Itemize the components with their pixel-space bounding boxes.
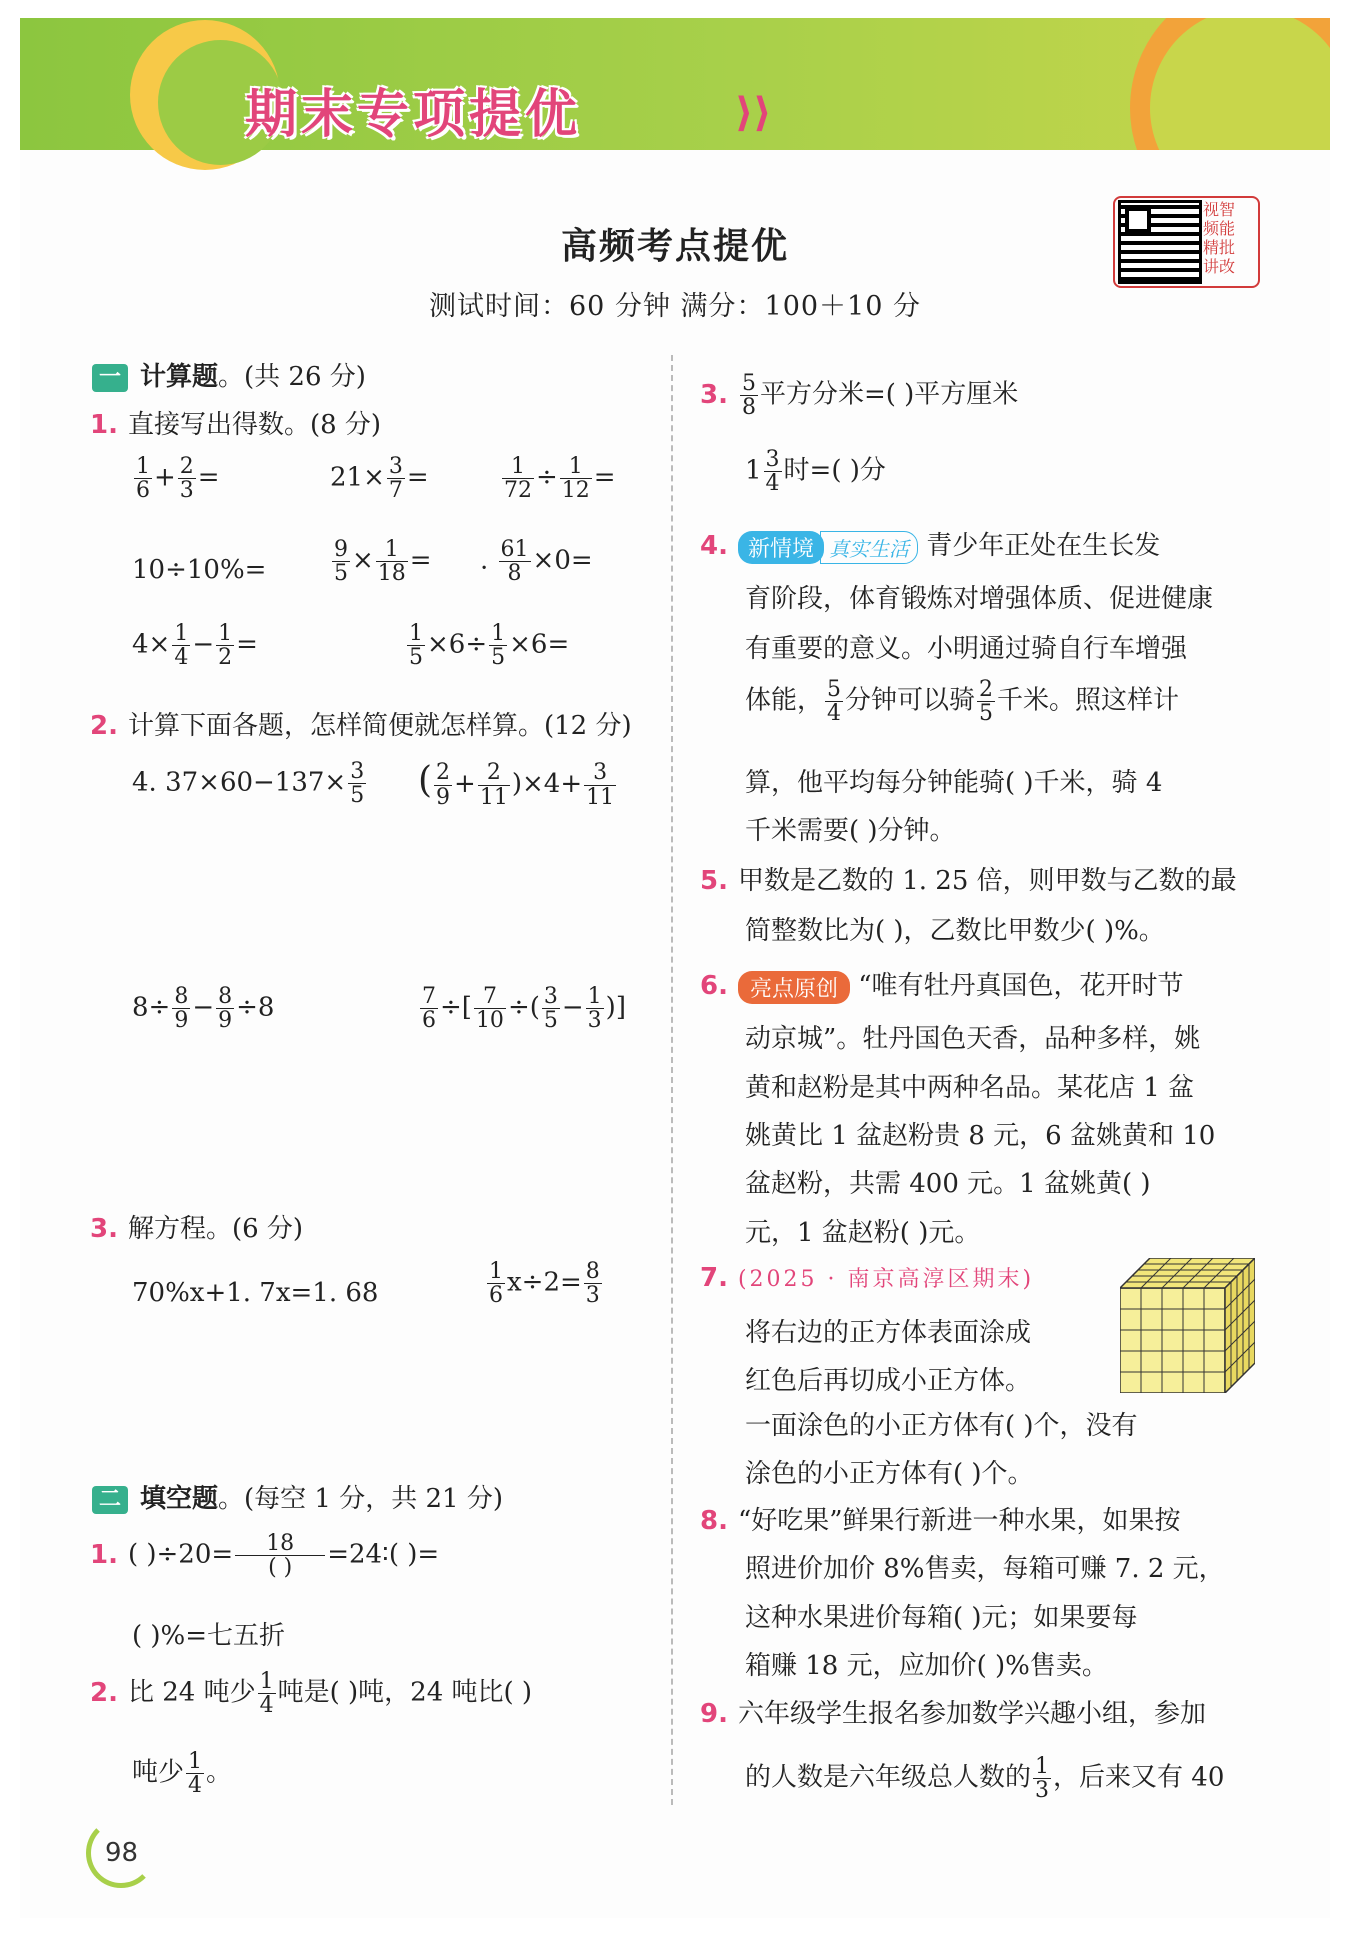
text-line: 箱赚 18 元，应加价( )%售卖。 (745, 1651, 1108, 1681)
banner-decoration (1150, 18, 1330, 150)
text-line: 红色后再切成小正方体。 (745, 1366, 1032, 1396)
text-line: 姚黄比 1 盆赵粉贵 8 元，6 盆姚黄和 10 (745, 1121, 1216, 1151)
calc-item: 21× $\frac{3}{7}$ = (330, 454, 429, 504)
text-line: 育阶段，体育锻炼对增强体质、促进健康 (745, 584, 1214, 614)
text-line: 的人数是六年级总人数的 $\frac{1}{3}$ ，后来又有 40 (745, 1754, 1225, 1804)
question-2: 2. 计算下面各题，怎样简便就怎样算。(12 分) (90, 711, 632, 741)
fill-question-5: 5. 甲数是乙数的 1. 25 倍，则甲数与乙数的最 (700, 866, 1237, 896)
test-info: 测试时间：60 分钟 满分：100＋10 分 (429, 291, 921, 322)
calc-item: $\frac{1}{72}$ ÷ $\frac{1}{12}$ = (504, 454, 616, 504)
calc-item: 8÷ $\frac{8}{9}$ − $\frac{8}{9}$ ÷8 (132, 984, 275, 1034)
text-line: 千米需要( )分钟。 (745, 816, 956, 846)
fill-question-8: 8. “好吃果”鲜果行新进一种水果，如果按 (700, 1506, 1181, 1536)
calc-item: 10÷10%= (132, 555, 267, 585)
text-line: 体能， $\frac{5}{4}$ 分钟可以骑 $\frac{2}{5}$ 千米。照这样计 (745, 677, 1180, 727)
calc-item: . $\frac{61}{8}$ ×0= (480, 537, 593, 587)
text-line: 盆赵粉，共需 400 元。1 盆姚黄( ) (745, 1169, 1151, 1199)
qr-label: 视智 频能 精批 讲改 (1203, 200, 1236, 276)
calc-item: 4. 37×60−137× $\frac{3}{5}$ (132, 759, 365, 809)
text-line: 有重要的意义。小明通过骑自行车增强 (745, 634, 1188, 664)
fill-question-6: 6. 亮点原创 “唯有牡丹真国色，花开时节 (700, 971, 1184, 1002)
fill-question-2: 2. 比 24 吨少 $\frac{1}{4}$ 吨是( )吨，24 吨比( ) (90, 1669, 533, 1719)
fill-question-7: 7. (2025 · 南京高淳区期末) (700, 1263, 1035, 1293)
new-context-tag: 新情境 (738, 531, 824, 564)
fill-question-3-line2: 1 $\frac{3}{4}$ 时=( )分 (745, 447, 886, 497)
text-line: 这种水果进价每箱( )元；如果要每 (745, 1603, 1138, 1633)
text-line: 动京城”。牡丹国色天香，品种多样，姚 (745, 1024, 1201, 1054)
equation-item: $\frac{1}{6}$ x÷2= $\frac{8}{3}$ (489, 1259, 600, 1309)
real-life-tag: 真实生活 (820, 531, 918, 564)
text-line: 将右边的正方体表面涂成 (745, 1318, 1032, 1348)
text-line: 照进价加价 8%售卖，每箱可赚 7. 2 元， (745, 1554, 1225, 1584)
fill-question-9: 9. 六年级学生报名参加数学兴趣小组，参加 (700, 1699, 1206, 1729)
calc-item: 4× $\frac{1}{4}$ − $\frac{1}{2}$ = (132, 621, 258, 671)
question-1: 1. 直接写出得数。(8 分) (90, 410, 382, 440)
fill-question-4: 4. 新情境 真实生活 青少年正处在生长发 (700, 531, 1161, 562)
calc-item: $\frac{9}{5}$ × $\frac{1}{18}$ = (334, 537, 432, 587)
section-heading-fill: 二 填空题。(每空 1 分，共 21 分) (92, 1478, 503, 1515)
text-line: 简整数比为( )，乙数比甲数少( )%。 (745, 916, 1165, 946)
text-line: 算，他平均每分钟能骑( )千米，骑 4 (745, 768, 1163, 798)
page-title: 高频考点提优 (560, 226, 789, 267)
page-number: 98 (105, 1838, 139, 1868)
fill-question-1-line2: ( )%=七五折 (132, 1621, 286, 1651)
calc-item: $\frac{1}{5}$ ×6÷ $\frac{1}{5}$ ×6= (409, 621, 570, 671)
text-line: 一面涂色的小正方体有( )个，没有 (745, 1411, 1138, 1441)
question-3: 3. 解方程。(6 分) (90, 1214, 304, 1244)
cube-figure (1120, 1258, 1255, 1393)
fill-question-1: 1. ( )÷20= $\frac{18}{( )}$ =24∶( )= (90, 1531, 440, 1581)
qr-code-icon[interactable] (1118, 200, 1202, 284)
text-line: 涂色的小正方体有( )个。 (745, 1459, 1034, 1489)
banner-arrows-icon: ⟩⟩ (735, 90, 772, 136)
text-line: 元，1 盆赵粉( )元。 (745, 1218, 981, 1248)
banner-title: 期末专项提优 (245, 85, 582, 145)
fill-question-2-line2: 吨少 $\frac{1}{4}$ 。 (132, 1749, 233, 1799)
column-divider (671, 355, 673, 1805)
text-line: 黄和赵粉是其中两种名品。某花店 1 盆 (745, 1073, 1195, 1103)
fill-question-3: 3. $\frac{5}{8}$ 平方分米=( )平方厘米 (700, 371, 1019, 421)
calc-item: $\frac{1}{6}$ + $\frac{2}{3}$ = (136, 454, 220, 504)
calc-item: $\frac{7}{6}$ ÷[ $\frac{7}{10}$ ÷( $\frac{3}{5}$ − $\frac{1}{3}$ )] (422, 984, 626, 1034)
original-tag: 亮点原创 (738, 971, 850, 1004)
equation-item: 70%x+1. 7x=1. 68 (132, 1278, 379, 1308)
calc-item: ( $\frac{2}{9}$ + $\frac{2}{11}$ )×4+ $\frac{3}{11}$ (418, 760, 615, 810)
section-heading-calc: 一 计算题。(共 26 分) (92, 356, 366, 393)
